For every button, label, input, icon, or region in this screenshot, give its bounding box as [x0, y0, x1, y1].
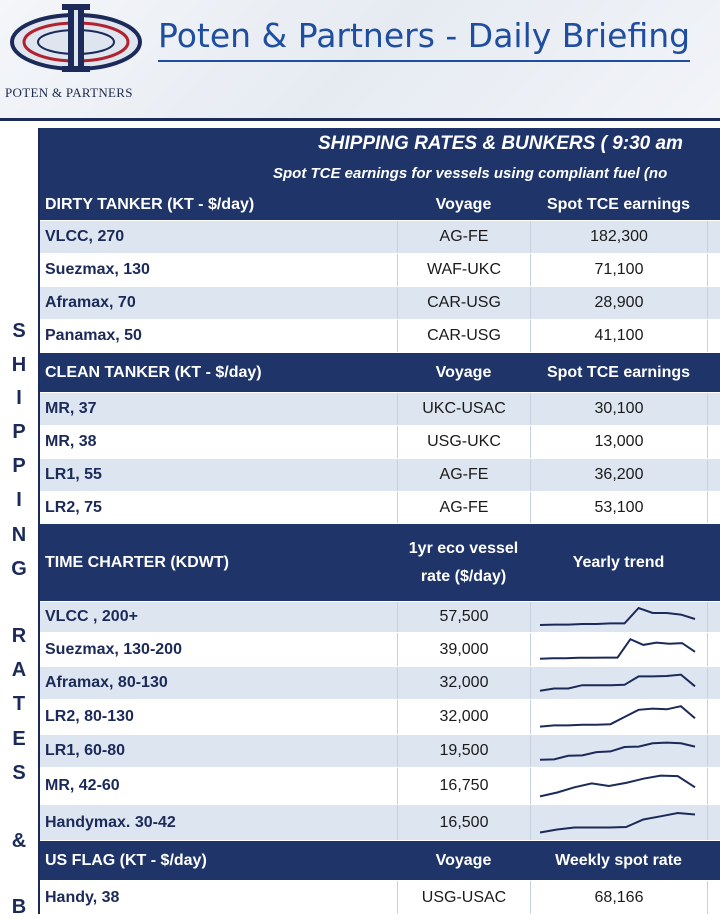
vessel-name: MR, 38 [45, 433, 97, 450]
side-letter: H [11, 354, 27, 376]
spot-tce-value: 13,000 [530, 426, 707, 458]
header-banner [0, 0, 720, 118]
clean-tanker-header [40, 353, 720, 392]
spot-tce-value: 30,100 [530, 393, 707, 425]
sparkline-line [540, 776, 695, 797]
logo-text: POTEN & PARTNERS [5, 85, 133, 100]
yearly-trend-sparkline [535, 805, 700, 840]
vessel-name: Handy, 38 [45, 888, 120, 906]
column-header-voyage: Voyage [435, 363, 492, 381]
voyage: CAR-USG [397, 287, 530, 319]
yearly-trend-sparkline [535, 768, 700, 804]
column-header-voyage: Voyage [435, 851, 492, 869]
cell-overflow [707, 700, 720, 734]
vessel-name: VLCC, 270 [45, 228, 125, 245]
table-row [40, 221, 720, 253]
voyage: USG-UKC [397, 426, 530, 458]
tc-rate: 16,750 [397, 768, 530, 804]
side-letter: T [12, 693, 26, 715]
side-letter: E [12, 728, 26, 750]
table-row [40, 426, 720, 458]
vessel-name: LR2, 75 [45, 498, 102, 516]
table-row [40, 700, 720, 734]
vessel-name: Panamax, 50 [45, 327, 142, 344]
side-letter: & [11, 830, 27, 852]
cell-overflow [707, 254, 720, 286]
cell-overflow [707, 426, 720, 458]
dirty-tanker-header [40, 189, 720, 220]
tc-rate: 32,000 [397, 700, 530, 734]
vessel-name: Suezmax, 130-200 [45, 640, 182, 658]
side-letter: I [16, 387, 22, 409]
spot-tce-value: 41,100 [530, 320, 707, 352]
column-header-metric: Yearly trend [572, 553, 665, 571]
vessel-name: LR1, 55 [45, 466, 102, 483]
column-header-voyage: Voyage [435, 195, 492, 213]
section-subtitle: Spot TCE earnings for vessels using compliant fuel (no [273, 165, 668, 182]
vessel-name: Aframax, 80-130 [45, 674, 168, 691]
side-letter: P [12, 455, 26, 477]
table-row [40, 768, 720, 804]
time-charter-header [40, 524, 720, 601]
table-row [40, 805, 720, 840]
column-header-metric: Spot TCE earnings [546, 363, 691, 381]
us-flag-header [40, 841, 720, 880]
table-row [40, 735, 720, 767]
cell-overflow [707, 805, 720, 840]
column-header-name: DIRTY TANKER (KT - $/day) [45, 195, 255, 213]
column-header-metric: Weekly spot rate [555, 851, 682, 869]
cell-overflow [707, 221, 720, 253]
side-letter: S [12, 320, 26, 342]
table-row [40, 320, 720, 352]
side-letter: I [16, 489, 22, 511]
side-vertical-label [0, 128, 38, 918]
sparkline-line [540, 706, 695, 726]
side-letter: A [11, 659, 27, 681]
voyage: USG-USAC [397, 881, 530, 914]
voyage: UKC-USAC [397, 393, 530, 425]
cell-overflow [707, 287, 720, 319]
side-letter: G [11, 558, 27, 580]
yearly-trend-sparkline [535, 667, 700, 699]
cell-overflow [707, 768, 720, 804]
cell-overflow [707, 393, 720, 425]
cell-overflow [707, 881, 720, 914]
column-header-name: US FLAG (KT - $/day) [45, 851, 207, 869]
column-header-rate [397, 524, 530, 601]
tc-rate: 16,500 [397, 805, 530, 840]
vessel-name: LR2, 80-130 [45, 708, 134, 725]
spot-tce-value: 182,300 [530, 221, 707, 253]
vessel-name: Handymax. 30-42 [45, 813, 176, 831]
vessel-name: Aframax, 70 [45, 294, 136, 311]
rate-header-line2: rate ($/day) [420, 567, 507, 585]
column-header-metric: Spot TCE earnings [546, 195, 691, 213]
table-row [40, 881, 720, 914]
table-row [40, 633, 720, 666]
voyage: AG-FE [397, 221, 530, 253]
page-title: Poten & Partners - Daily Briefing [158, 14, 690, 62]
vessel-name: MR, 42-60 [45, 777, 120, 794]
yearly-trend-sparkline [535, 735, 700, 767]
table-row [40, 602, 720, 632]
vessel-name: VLCC , 200+ [45, 608, 138, 625]
cell-overflow [707, 320, 720, 352]
cell-overflow [707, 667, 720, 699]
voyage: AG-FE [397, 459, 530, 491]
yearly-trend-sparkline [535, 602, 700, 632]
sparkline-line [540, 639, 695, 659]
tc-rate: 19,500 [397, 735, 530, 767]
weekly-spot-value: 68,166 [530, 881, 707, 914]
side-letter: P [12, 421, 26, 443]
yearly-trend-sparkline [535, 700, 700, 734]
cell-overflow [707, 735, 720, 767]
header-divider [0, 118, 720, 121]
section-title: SHIPPING RATES & BUNKERS ( 9:30 am [318, 133, 683, 154]
table-row [40, 254, 720, 286]
cell-overflow [707, 459, 720, 491]
table-row [40, 459, 720, 491]
table-row [40, 492, 720, 523]
side-letter: N [11, 524, 27, 546]
table-row [40, 287, 720, 319]
voyage: CAR-USG [397, 320, 530, 352]
side-letter: B [11, 896, 27, 918]
vessel-name: LR1, 60-80 [45, 742, 126, 759]
sparkline-line [540, 743, 695, 760]
yearly-trend-sparkline [535, 633, 700, 666]
tc-rate: 57,500 [397, 602, 530, 632]
column-header-name: TIME CHARTER (KDWT) [45, 553, 229, 571]
vessel-name: Suezmax, 130 [45, 261, 150, 278]
section-title-bar [40, 128, 720, 159]
tc-rate: 39,000 [397, 633, 530, 666]
cell-overflow [707, 633, 720, 666]
tc-rate: 32,000 [397, 667, 530, 699]
side-letter: R [11, 625, 27, 647]
spot-tce-value: 53,100 [530, 492, 707, 523]
spot-tce-value: 28,900 [530, 287, 707, 319]
cell-overflow [707, 602, 720, 632]
voyage: AG-FE [397, 492, 530, 523]
rate-header-line1: 1yr eco vessel [408, 539, 519, 557]
column-header-name: CLEAN TANKER (KT - $/day) [45, 363, 262, 381]
cell-overflow [707, 492, 720, 523]
sparkline-line [540, 813, 695, 833]
sparkline-line [540, 675, 695, 691]
table-row [40, 667, 720, 699]
sparkline-line [540, 608, 695, 625]
section-subtitle-bar [40, 159, 720, 189]
voyage: WAF-UKC [397, 254, 530, 286]
vessel-name: MR, 37 [45, 400, 97, 417]
table-row [40, 393, 720, 425]
side-letter: S [12, 762, 26, 784]
spot-tce-value: 71,100 [530, 254, 707, 286]
spot-tce-value: 36,200 [530, 459, 707, 491]
